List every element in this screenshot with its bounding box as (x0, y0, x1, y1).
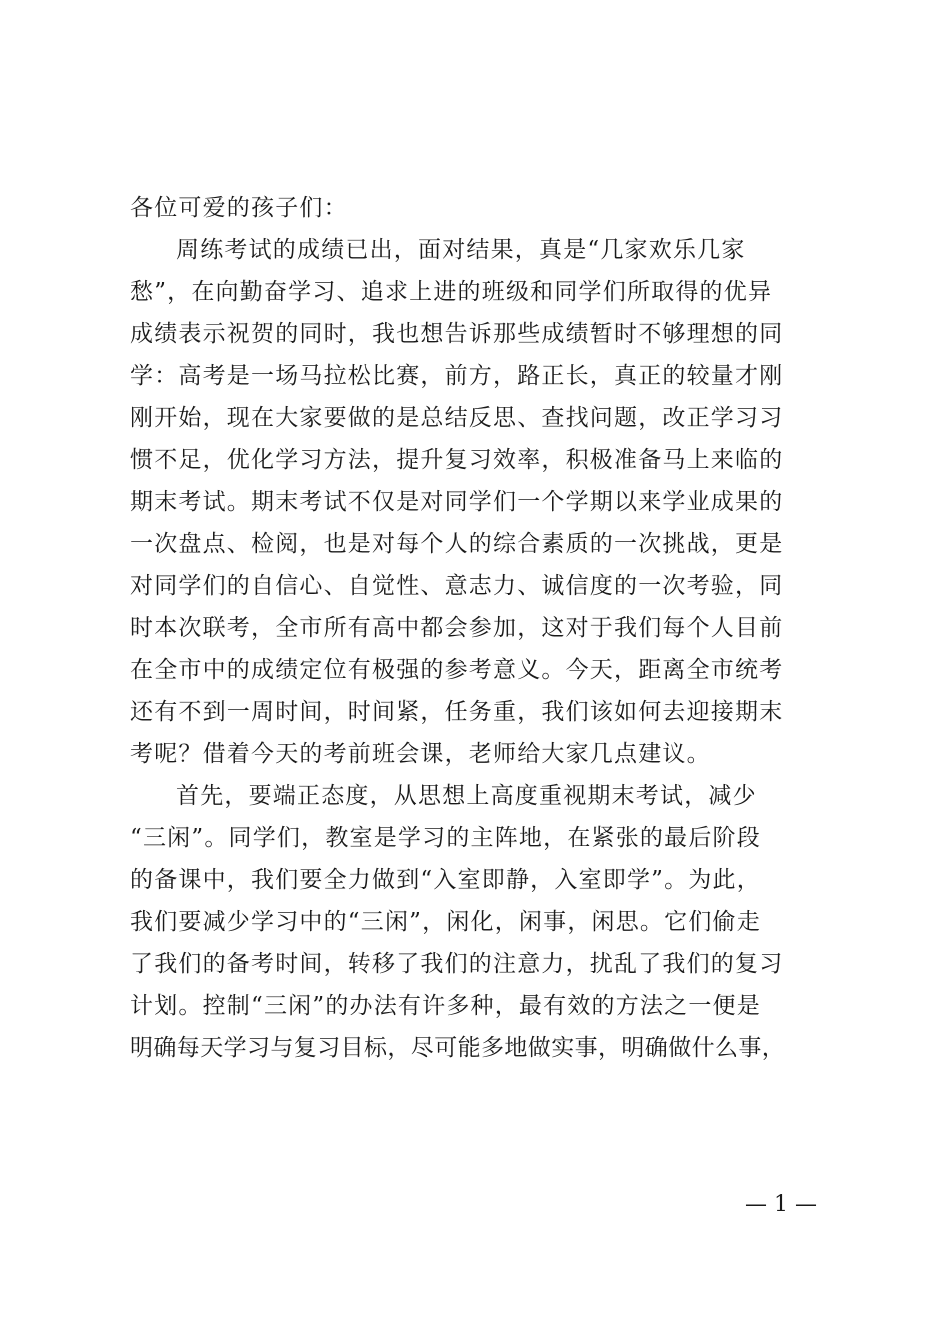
paragraph-2-line-5: 了我们的备考时间，转移了我们的注意力，扰乱了我们的复习 (130, 951, 784, 977)
paragraph-1-line-9: 对同学们的自信心、自觉性、意志力、诚信度的一次考验，同 (130, 573, 784, 599)
paragraph-1-line-1: 周练考试的成绩已出，面对结果，真是“几家欢乐几家 (176, 237, 746, 263)
greeting-line: 各位可爱的孩子们： (130, 195, 348, 221)
paragraph-1-line-10: 时本次联考，全市所有高中都会参加，这对于我们每个人目前 (130, 615, 784, 641)
paragraph-2-line-1: 首先，要端正态度，从思想上高度重视期末考试，减少 (176, 783, 757, 809)
paragraph-1-line-4: 学：高考是一场马拉松比赛，前方，路正长，真正的较量才刚 (130, 363, 784, 389)
paragraph-2-line-2: “三闲”。同学们，教室是学习的主阵地，在紧张的最后阶段 (130, 825, 761, 851)
paragraph-1-line-8: 一次盘点、检阅，也是对每个人的综合素质的一次挑战，更是 (130, 531, 784, 557)
page-number: — 1 — (745, 1192, 817, 1217)
paragraph-2-line-4: 我们要减少学习中的“三闲”，闲化，闲事，闲思。它们偷走 (130, 909, 761, 935)
paragraph-1-line-13: 考呢？借着今天的考前班会课，老师给大家几点建议。 (130, 741, 711, 767)
paragraph-1-line-2: 愁”，在向勤奋学习、追求上进的班级和同学们所取得的优异 (130, 279, 773, 305)
paragraph-1-line-6: 惯不足，优化学习方法，提升复习效率，积极准备马上来临的 (130, 447, 784, 473)
paragraph-1-line-12: 还有不到一周时间，时间紧，任务重，我们该如何去迎接期末 (130, 699, 784, 725)
paragraph-1-line-7: 期末考试。期末考试不仅是对同学们一个学期以来学业成果的 (130, 489, 784, 515)
paragraph-1-line-3: 成绩表示祝贺的同时，我也想告诉那些成绩暂时不够理想的同 (130, 321, 784, 347)
paragraph-2-line-3: 的备课中，我们要全力做到“入室即静，入室即学”。为此， (130, 867, 761, 893)
paragraph-2-line-6: 计划。控制“三闲”的办法有许多种，最有效的方法之一便是 (130, 993, 761, 1019)
paragraph-1-line-11: 在全市中的成绩定位有极强的参考意义。今天，距离全市统考 (130, 657, 784, 683)
paragraph-1-line-5: 刚开始，现在大家要做的是总结反思、查找问题，改正学习习 (130, 405, 784, 431)
paragraph-2-line-7: 明确每天学习与复习目标，尽可能多地做实事，明确做什么事， (130, 1035, 786, 1061)
document-body (130, 187, 818, 1069)
